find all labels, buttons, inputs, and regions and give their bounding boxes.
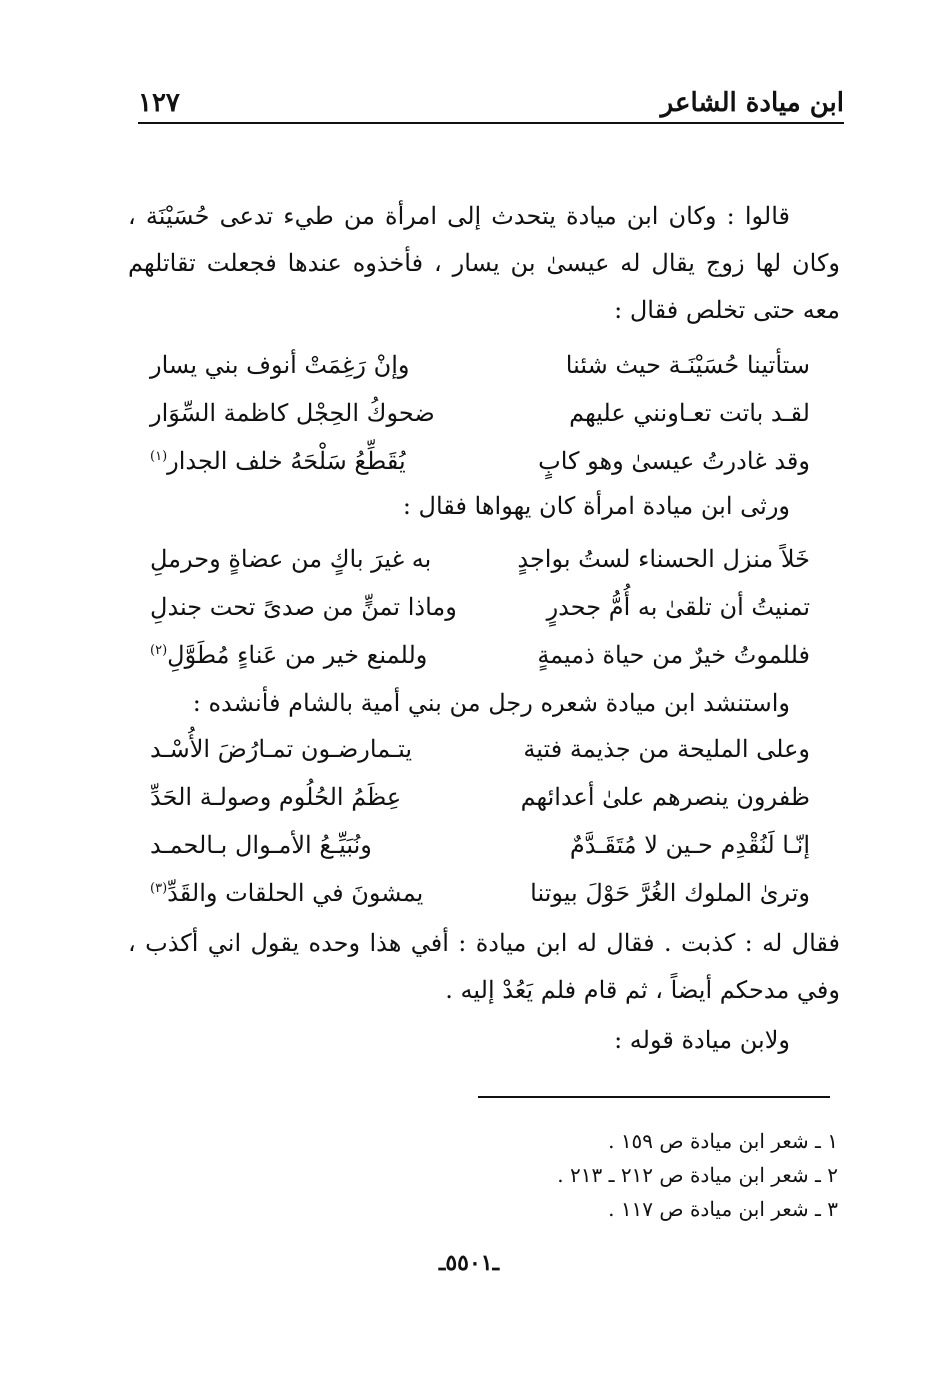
verse-first-hemistich: لقـد باتت تعـاونني عليهم xyxy=(569,399,810,427)
verse-first-hemistich: ستأتينا حُسَيْنَـة حيث شئنا xyxy=(565,351,810,379)
verse-line xyxy=(150,633,810,683)
verse-second-hemistich: عِظَمُ الحُلُوم وصولـة الحَدِّ xyxy=(150,783,402,811)
verse-second-hemistich: وماذا تمنٍّ من صدىً تحت جندلِ xyxy=(150,593,457,621)
paragraph-recital: واستنشد ابن ميادة شعره رجل من بني أمية بالشام فأنشده : xyxy=(192,689,790,717)
verse-first-hemistich: خَلاً منزل الحسناء لستُ بواجدٍ xyxy=(517,545,810,573)
footnotes xyxy=(338,1124,838,1226)
footnote-marker: (٢) xyxy=(150,643,168,658)
page-header xyxy=(138,78,844,124)
footnote-marker: (٣) xyxy=(150,881,168,896)
verse-line xyxy=(150,871,810,921)
verse-line xyxy=(150,343,810,393)
page-number: ١٢٧ xyxy=(138,88,180,118)
footnote-divider xyxy=(478,1096,830,1098)
footnote: ٣ ـ شعر ابن ميادة ص ١١٧ . xyxy=(608,1197,838,1221)
paragraph-lament: ورثى ابن ميادة امرأة كان يهواها فقال : xyxy=(402,492,790,520)
verse-first-hemistich: وعلى المليحة من جذيمة فتية xyxy=(523,735,810,763)
running-title: ابن ميادة الشاعر xyxy=(660,88,844,118)
verse-line xyxy=(150,823,810,873)
verse-second-hemistich: وإنْ رَغِمَتْ أنوف بني يسار xyxy=(150,351,410,379)
verse-line xyxy=(150,727,810,777)
verse-second-hemistich: ونُبَيِّـعُ الأمـوال بـالحمـد xyxy=(150,831,372,859)
verse-second-hemistich: به غيرَ باكٍ من عضاةٍ وحرملِ xyxy=(150,545,432,573)
footnote: ١ ـ شعر ابن ميادة ص ١٥٩ . xyxy=(608,1129,838,1153)
verse-second-hemistich: وللمنع خير من عَناءٍ مُطَوَّلِ$^{(٢)}$ xyxy=(150,641,428,669)
verse-first-hemistich: وقد غادرتُ عيسىٰ وهو كابٍ xyxy=(538,447,810,475)
footnote: ٢ ـ شعر ابن ميادة ص ٢١٢ ـ ٢١٣ . xyxy=(557,1163,838,1187)
verse-second-hemistich: يمشونَ في الحلقات والقَدِّ$^{(٣)}$ xyxy=(150,879,424,907)
verse-line xyxy=(150,391,810,441)
verse-second-hemistich: يتـمارضـون تمـارُضَ الأُسْـد xyxy=(150,735,413,763)
verse-second-hemistich: ضحوكُ الحِجْل كاظمة السِّوَار xyxy=(150,399,435,427)
paragraph-closing: ولابن ميادة قوله : xyxy=(614,1026,790,1054)
verse-first-hemistich: إنّـا لَنُقْدِم حـين لا مُتَقَـدَّمٌ xyxy=(569,831,810,859)
verse-line xyxy=(150,775,810,825)
verse-first-hemistich: تمنيتُ أن تلقىٰ به أُمُّ جحدرٍ xyxy=(546,593,810,621)
verse-first-hemistich: فللموتُ خيرٌ من حياة ذميمةٍ xyxy=(537,641,810,669)
verse-line xyxy=(150,537,810,587)
verse-line xyxy=(150,439,810,489)
paragraph-reply: فقال له : كذبت . فقال له ابن ميادة : أفي هذا وحده يقول اني أكذب ، وفي مدحكم أيضاً ، ثم قام فلم يَعُدْ إليه . xyxy=(128,929,840,1004)
verse-second-hemistich: يُقَطِّعُ سَلْحَهُ خلف الجدار$^{(١)}$ xyxy=(150,447,406,475)
paragraph-intro: قالوا : وكان ابن ميادة يتحدث إلى امرأة من طيء تدعى حُسَيْنَة ، وكان لها زوج يقال له عيسىٰ بن يسار ، فأخذوه عندها فجعلت تقاتلهم معه حتى تخلص فقال : xyxy=(128,202,840,324)
verse-first-hemistich: وترىٰ الملوك الغُرَّ حَوْلَ بيوتنا xyxy=(530,879,810,907)
print-page-number: ـ٥٥٠١ـ xyxy=(438,1250,500,1276)
verse-line xyxy=(150,585,810,635)
verse-first-hemistich: ظفرون ينصرهم علىٰ أعدائهم xyxy=(520,783,810,811)
footnote-marker: (١) xyxy=(150,449,168,464)
